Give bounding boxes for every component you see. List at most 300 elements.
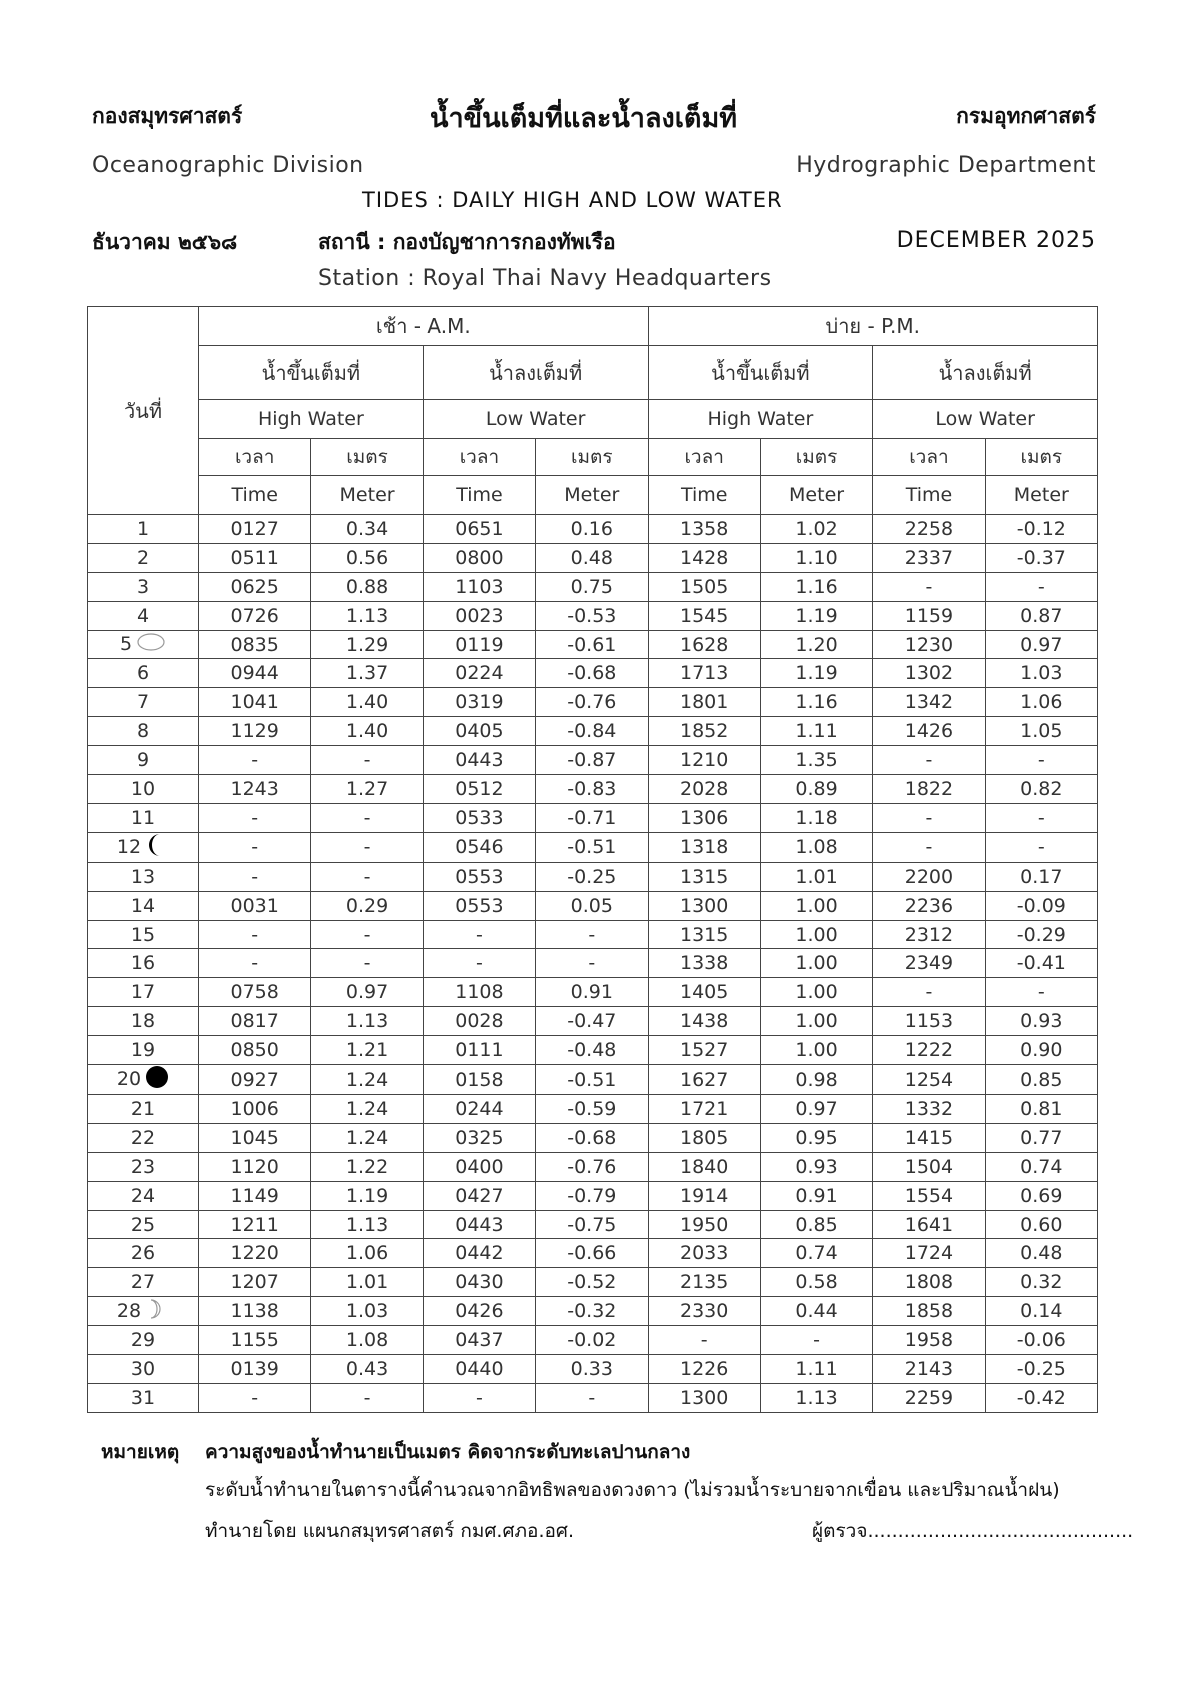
pm-low-time-cell: 2312: [873, 920, 985, 949]
am-high-meter-cell: -: [311, 949, 423, 978]
pm-high-meter-cell: 0.91: [760, 1181, 872, 1210]
time-en-header: Time: [648, 476, 760, 515]
table-row: [88, 978, 1098, 1007]
day-cell: [88, 978, 199, 1007]
am-low-meter-cell: -0.61: [536, 630, 648, 659]
day-cell: [88, 1181, 199, 1210]
pm-high-time-cell: 1628: [648, 630, 760, 659]
am-high-meter-cell: -: [311, 832, 423, 862]
am-high-time-cell: 0850: [199, 1036, 311, 1065]
am-low-meter-cell: 0.48: [536, 543, 648, 572]
pm-low-time-cell: 1641: [873, 1210, 985, 1239]
pm-high-time-cell: 1721: [648, 1095, 760, 1124]
am-low-time-cell: 0442: [423, 1239, 535, 1268]
day-cell: [88, 891, 199, 920]
pm-high-meter-cell: 1.16: [760, 688, 872, 717]
pm-low-th: น้ำลงเต็มที่: [873, 346, 1098, 400]
am-header: เช้า - A.M.: [199, 307, 649, 346]
pm-low-time-cell: 1332: [873, 1095, 985, 1124]
pm-high-time-cell: 2135: [648, 1268, 760, 1297]
pm-low-meter-cell: -0.12: [985, 515, 1097, 544]
am-high-meter-cell: 1.08: [311, 1326, 423, 1355]
am-low-time-cell: -: [423, 949, 535, 978]
day-number: 8: [136, 720, 150, 743]
pm-high-meter-cell: 0.89: [760, 775, 872, 804]
am-low-meter-cell: -: [536, 1383, 648, 1412]
day-number: 30: [130, 1357, 156, 1380]
day-number: 18: [130, 1010, 156, 1033]
pm-low-meter-cell: -0.09: [985, 891, 1097, 920]
am-high-meter-cell: 1.19: [311, 1181, 423, 1210]
pm-low-meter-cell: 0.90: [985, 1036, 1097, 1065]
am-high-meter-cell: 0.34: [311, 515, 423, 544]
pm-high-meter-cell: 1.02: [760, 515, 872, 544]
day-number: 28: [116, 1299, 142, 1322]
pm-low-time-cell: 1808: [873, 1268, 985, 1297]
division-th: กองสมุทรศาสตร์: [92, 104, 243, 128]
pm-low-time-cell: -: [873, 978, 985, 1007]
am-high-time-cell: 0835: [199, 630, 311, 659]
pm-high-meter-cell: 1.00: [760, 1007, 872, 1036]
pm-high-meter-cell: 0.44: [760, 1297, 872, 1326]
pm-high-time-cell: 1950: [648, 1210, 760, 1239]
am-low-meter-cell: -0.87: [536, 746, 648, 775]
time-th-header: เวลา: [873, 439, 985, 476]
day-cell: [88, 601, 199, 630]
am-low-meter-cell: -0.79: [536, 1181, 648, 1210]
day-header: วันที่: [88, 307, 199, 515]
day-number: 10: [130, 777, 156, 800]
am-high-time-cell: 1129: [199, 717, 311, 746]
table-row: [88, 1036, 1098, 1065]
pm-high-meter-cell: 1.18: [760, 803, 872, 832]
am-high-time-cell: -: [199, 949, 311, 978]
pm-low-time-cell: 2259: [873, 1383, 985, 1412]
pm-high-time-cell: -: [648, 1326, 760, 1355]
pm-high-time-cell: 1300: [648, 891, 760, 920]
table-row: [88, 1239, 1098, 1268]
table-row: [88, 949, 1098, 978]
pm-low-meter-cell: -: [985, 803, 1097, 832]
pm-low-meter-cell: 1.06: [985, 688, 1097, 717]
am-low-time-cell: 0437: [423, 1326, 535, 1355]
am-high-meter-cell: 0.97: [311, 978, 423, 1007]
pm-high-meter-cell: 1.00: [760, 1036, 872, 1065]
am-high-meter-cell: -: [311, 746, 423, 775]
table-row: [88, 803, 1098, 832]
day-number: 1: [136, 517, 150, 540]
table-row: [88, 515, 1098, 544]
am-high-time-cell: -: [199, 803, 311, 832]
pm-low-time-cell: -: [873, 572, 985, 601]
last-quarter-moon-icon: [145, 833, 169, 862]
am-high-meter-cell: 0.29: [311, 891, 423, 920]
am-high-meter-cell: 1.40: [311, 688, 423, 717]
am-high-time-cell: 1211: [199, 1210, 311, 1239]
pm-high-th: น้ำขึ้นเต็มที่: [648, 346, 873, 400]
pm-low-time-cell: -: [873, 746, 985, 775]
pm-high-time-cell: 1315: [648, 920, 760, 949]
am-low-meter-cell: 0.91: [536, 978, 648, 1007]
pm-high-meter-cell: 0.98: [760, 1065, 872, 1095]
pm-low-meter-cell: 0.97: [985, 630, 1097, 659]
pm-low-meter-cell: 0.32: [985, 1268, 1097, 1297]
pm-high-time-cell: 1358: [648, 515, 760, 544]
am-high-time-cell: 0625: [199, 572, 311, 601]
am-high-meter-cell: -: [311, 1383, 423, 1412]
am-low-time-cell: -: [423, 920, 535, 949]
am-low-th: น้ำลงเต็มที่: [423, 346, 648, 400]
am-high-time-cell: 0944: [199, 659, 311, 688]
am-low-meter-cell: -0.68: [536, 659, 648, 688]
am-high-meter-cell: 1.24: [311, 1065, 423, 1095]
pm-low-time-cell: 1230: [873, 630, 985, 659]
pm-high-meter-cell: 1.35: [760, 746, 872, 775]
table-row: [88, 630, 1098, 659]
am-high-meter-cell: -: [311, 862, 423, 891]
pm-low-time-cell: -: [873, 832, 985, 862]
day-number: 4: [136, 604, 150, 627]
day-number: 22: [130, 1126, 156, 1149]
pm-high-time-cell: 2028: [648, 775, 760, 804]
day-number: 31: [130, 1386, 156, 1409]
am-high-time-cell: 0758: [199, 978, 311, 1007]
pm-low-meter-cell: 1.03: [985, 659, 1097, 688]
am-high-time-cell: 1207: [199, 1268, 311, 1297]
pm-high-time-cell: 1713: [648, 659, 760, 688]
day-number: 17: [130, 981, 156, 1004]
day-number: 23: [130, 1155, 156, 1178]
table-row: [88, 775, 1098, 804]
am-low-meter-cell: -0.83: [536, 775, 648, 804]
pm-high-meter-cell: 1.00: [760, 949, 872, 978]
am-low-time-cell: 0400: [423, 1152, 535, 1181]
am-low-meter-cell: -0.51: [536, 832, 648, 862]
day-cell: [88, 1095, 199, 1124]
day-cell: [88, 1268, 199, 1297]
pm-high-meter-cell: 1.00: [760, 891, 872, 920]
am-high-meter-cell: -: [311, 920, 423, 949]
am-low-meter-cell: -0.51: [536, 1065, 648, 1095]
pm-high-time-cell: 1428: [648, 543, 760, 572]
am-low-time-cell: 0319: [423, 688, 535, 717]
am-high-time-cell: 0726: [199, 601, 311, 630]
day-cell: [88, 1065, 199, 1095]
am-high-meter-cell: 0.43: [311, 1355, 423, 1384]
day-cell: [88, 630, 199, 659]
pm-low-meter-cell: 0.77: [985, 1123, 1097, 1152]
time-th-header: เวลา: [423, 439, 535, 476]
am-low-meter-cell: -0.76: [536, 1152, 648, 1181]
am-low-time-cell: 0405: [423, 717, 535, 746]
pm-high-meter-cell: 0.85: [760, 1210, 872, 1239]
pm-low-time-cell: 2349: [873, 949, 985, 978]
table-row: [88, 543, 1098, 572]
pm-high-meter-cell: 1.16: [760, 572, 872, 601]
time-th-header: เวลา: [648, 439, 760, 476]
am-low-meter-cell: -0.48: [536, 1036, 648, 1065]
am-low-meter-cell: -: [536, 920, 648, 949]
day-number: 19: [130, 1039, 156, 1062]
day-number: 20: [116, 1068, 142, 1091]
am-low-meter-cell: -: [536, 949, 648, 978]
day-cell: [88, 1210, 199, 1239]
pm-low-meter-cell: -0.42: [985, 1383, 1097, 1412]
am-low-meter-cell: -0.52: [536, 1268, 648, 1297]
am-low-time-cell: 0800: [423, 543, 535, 572]
am-low-time-cell: 0546: [423, 832, 535, 862]
pm-high-meter-cell: 0.74: [760, 1239, 872, 1268]
day-cell: [88, 1007, 199, 1036]
am-low-time-cell: 0023: [423, 601, 535, 630]
pm-high-meter-cell: 1.00: [760, 978, 872, 1007]
pm-low-meter-cell: -: [985, 572, 1097, 601]
am-high-time-cell: 1155: [199, 1326, 311, 1355]
day-cell: [88, 1036, 199, 1065]
am-high-time-cell: 1149: [199, 1181, 311, 1210]
pm-high-time-cell: 1438: [648, 1007, 760, 1036]
am-low-meter-cell: -0.84: [536, 717, 648, 746]
day-number: 15: [130, 923, 156, 946]
day-cell: [88, 659, 199, 688]
pm-low-meter-cell: 0.48: [985, 1239, 1097, 1268]
am-low-time-cell: 0512: [423, 775, 535, 804]
am-high-meter-cell: 1.01: [311, 1268, 423, 1297]
am-low-time-cell: 1103: [423, 572, 535, 601]
pm-low-meter-cell: -0.29: [985, 920, 1097, 949]
am-low-time-cell: -: [423, 1383, 535, 1412]
day-number: 11: [130, 806, 156, 829]
am-low-meter-cell: 0.16: [536, 515, 648, 544]
pm-high-time-cell: 1306: [648, 803, 760, 832]
day-number: 25: [130, 1213, 156, 1236]
pm-high-time-cell: 1840: [648, 1152, 760, 1181]
day-cell: [88, 862, 199, 891]
day-number: 26: [130, 1242, 156, 1265]
day-cell: [88, 1383, 199, 1412]
am-low-time-cell: 0553: [423, 862, 535, 891]
pm-high-meter-cell: 1.13: [760, 1383, 872, 1412]
am-high-meter-cell: 1.40: [311, 717, 423, 746]
pm-high-time-cell: 1545: [648, 601, 760, 630]
pm-low-time-cell: 1159: [873, 601, 985, 630]
am-high-time-cell: -: [199, 862, 311, 891]
day-number: 7: [136, 691, 150, 714]
pm-low-meter-cell: -0.37: [985, 543, 1097, 572]
pm-low-meter-cell: -: [985, 746, 1097, 775]
day-cell: [88, 775, 199, 804]
am-high-time-cell: -: [199, 920, 311, 949]
pm-high-time-cell: 1210: [648, 746, 760, 775]
pm-low-time-cell: 1822: [873, 775, 985, 804]
am-low-meter-cell: 0.05: [536, 891, 648, 920]
pm-high-meter-cell: 0.97: [760, 1095, 872, 1124]
pm-low-meter-cell: -0.06: [985, 1326, 1097, 1355]
new-moon-icon: [145, 1065, 169, 1094]
pm-low-meter-cell: -0.25: [985, 1355, 1097, 1384]
table-row: [88, 1095, 1098, 1124]
day-number: 12: [116, 835, 142, 858]
am-high-time-cell: -: [199, 1383, 311, 1412]
pm-low-meter-cell: 0.82: [985, 775, 1097, 804]
am-low-time-cell: 0430: [423, 1268, 535, 1297]
time-en-header: Time: [873, 476, 985, 515]
table-row: [88, 601, 1098, 630]
am-low-time-cell: 0443: [423, 746, 535, 775]
pm-low-time-cell: 1554: [873, 1181, 985, 1210]
am-high-time-cell: 1220: [199, 1239, 311, 1268]
am-low-meter-cell: -0.25: [536, 862, 648, 891]
pm-high-meter-cell: -: [760, 1326, 872, 1355]
am-low-meter-cell: -0.66: [536, 1239, 648, 1268]
table-row: [88, 832, 1098, 862]
meter-en-header: Meter: [311, 476, 423, 515]
pm-high-time-cell: 1338: [648, 949, 760, 978]
am-high-en: High Water: [199, 400, 424, 439]
station-th: สถานี : กองบัญชาการกองทัพเรือ: [318, 230, 616, 254]
pm-low-time-cell: 1858: [873, 1297, 985, 1326]
pm-high-time-cell: 1914: [648, 1181, 760, 1210]
notes-line-3: ทำนายโดย แผนกสมุทรศาสตร์ กมศ.ศภอ.อศ.: [205, 1520, 575, 1542]
pm-high-meter-cell: 1.00: [760, 920, 872, 949]
pm-high-time-cell: 1805: [648, 1123, 760, 1152]
pm-high-meter-cell: 1.19: [760, 659, 872, 688]
am-high-meter-cell: 1.13: [311, 1210, 423, 1239]
day-cell: [88, 1123, 199, 1152]
am-high-meter-cell: 1.06: [311, 1239, 423, 1268]
am-low-time-cell: 0427: [423, 1181, 535, 1210]
am-low-time-cell: 1108: [423, 978, 535, 1007]
pm-low-meter-cell: -: [985, 978, 1097, 1007]
pm-low-time-cell: 1724: [873, 1239, 985, 1268]
pm-low-meter-cell: 0.85: [985, 1065, 1097, 1095]
am-high-time-cell: -: [199, 746, 311, 775]
am-high-time-cell: 0127: [199, 515, 311, 544]
am-high-time-cell: 1243: [199, 775, 311, 804]
pm-high-meter-cell: 0.95: [760, 1123, 872, 1152]
am-high-time-cell: 0927: [199, 1065, 311, 1095]
table-row: [88, 1181, 1098, 1210]
pm-high-meter-cell: 1.01: [760, 862, 872, 891]
pm-header: บ่าย - P.M.: [648, 307, 1098, 346]
am-high-time-cell: -: [199, 832, 311, 862]
am-low-meter-cell: -0.02: [536, 1326, 648, 1355]
pm-low-time-cell: 2143: [873, 1355, 985, 1384]
pm-low-meter-cell: 0.74: [985, 1152, 1097, 1181]
day-cell: [88, 746, 199, 775]
pm-low-meter-cell: 0.81: [985, 1095, 1097, 1124]
day-number: 16: [130, 952, 156, 975]
am-high-time-cell: 1120: [199, 1152, 311, 1181]
am-low-time-cell: 0119: [423, 630, 535, 659]
pm-low-meter-cell: 0.69: [985, 1181, 1097, 1210]
day-cell: [88, 717, 199, 746]
pm-high-meter-cell: 0.93: [760, 1152, 872, 1181]
am-low-meter-cell: -0.76: [536, 688, 648, 717]
day-cell: [88, 572, 199, 601]
pm-low-meter-cell: -0.41: [985, 949, 1097, 978]
pm-low-meter-cell: 1.05: [985, 717, 1097, 746]
am-low-meter-cell: -0.59: [536, 1095, 648, 1124]
am-low-time-cell: 0325: [423, 1123, 535, 1152]
notes-line-2: ระดับน้ำทำนายในตารางนี้คำนวณจากอิทธิพลของดวงดาว (ไม่รวมน้ำระบายจากเขื่อน และปริมาณน้ำฝน): [205, 1479, 1060, 1501]
pm-low-meter-cell: 0.93: [985, 1007, 1097, 1036]
pm-high-time-cell: 1627: [648, 1065, 760, 1095]
pm-low-meter-cell: 0.14: [985, 1297, 1097, 1326]
pm-low-meter-cell: 0.87: [985, 601, 1097, 630]
day-number: 21: [130, 1097, 156, 1120]
pm-high-meter-cell: 1.08: [760, 832, 872, 862]
pm-high-meter-cell: 1.11: [760, 1355, 872, 1384]
day-number: 29: [130, 1329, 156, 1352]
table-row: [88, 862, 1098, 891]
table-row: [88, 659, 1098, 688]
day-cell: [88, 920, 199, 949]
pm-high-meter-cell: 1.19: [760, 601, 872, 630]
day-cell: [88, 688, 199, 717]
table-row: [88, 891, 1098, 920]
pm-high-meter-cell: 1.11: [760, 717, 872, 746]
am-high-meter-cell: 1.24: [311, 1123, 423, 1152]
table-row: [88, 1355, 1098, 1384]
am-low-meter-cell: -0.47: [536, 1007, 648, 1036]
am-high-time-cell: 1006: [199, 1095, 311, 1124]
pm-high-meter-cell: 0.58: [760, 1268, 872, 1297]
department-en: Hydrographic Department: [796, 153, 1096, 178]
pm-low-time-cell: 1302: [873, 659, 985, 688]
am-low-time-cell: 0553: [423, 891, 535, 920]
pm-low-time-cell: 1958: [873, 1326, 985, 1355]
pm-low-time-cell: 1504: [873, 1152, 985, 1181]
pm-low-meter-cell: 0.60: [985, 1210, 1097, 1239]
table-row: [88, 746, 1098, 775]
checker-signature-line: ผู้ตรวจ............................................: [812, 1520, 1134, 1542]
first-quarter-moon-icon: [145, 1299, 169, 1324]
am-high-th: น้ำขึ้นเต็มที่: [199, 346, 424, 400]
pm-low-time-cell: 1342: [873, 688, 985, 717]
am-high-meter-cell: 1.27: [311, 775, 423, 804]
am-high-meter-cell: 0.56: [311, 543, 423, 572]
pm-high-time-cell: 1852: [648, 717, 760, 746]
table-row: [88, 1065, 1098, 1095]
meter-en-header: Meter: [760, 476, 872, 515]
pm-high-time-cell: 1527: [648, 1036, 760, 1065]
day-number: 6: [136, 662, 150, 685]
day-number: 24: [130, 1184, 156, 1207]
meter-th-header: เมตร: [985, 439, 1097, 476]
am-low-meter-cell: -0.75: [536, 1210, 648, 1239]
time-th-header: เวลา: [199, 439, 311, 476]
pm-low-time-cell: 1415: [873, 1123, 985, 1152]
meter-en-header: Meter: [985, 476, 1097, 515]
day-cell: [88, 803, 199, 832]
am-high-meter-cell: 1.13: [311, 1007, 423, 1036]
pm-high-time-cell: 2033: [648, 1239, 760, 1268]
pm-high-time-cell: 1505: [648, 572, 760, 601]
table-row: [88, 1326, 1098, 1355]
time-en-header: Time: [423, 476, 535, 515]
table-row: [88, 1210, 1098, 1239]
am-high-meter-cell: 0.88: [311, 572, 423, 601]
table-row: [88, 1268, 1098, 1297]
page-title-en: TIDES : DAILY HIGH AND LOW WATER: [362, 188, 783, 212]
am-low-time-cell: 0244: [423, 1095, 535, 1124]
am-low-meter-cell: 0.75: [536, 572, 648, 601]
pm-low-time-cell: 1254: [873, 1065, 985, 1095]
pm-high-time-cell: 1318: [648, 832, 760, 862]
pm-low-time-cell: 2258: [873, 515, 985, 544]
department-th: กรมอุทกศาสตร์: [956, 104, 1096, 128]
